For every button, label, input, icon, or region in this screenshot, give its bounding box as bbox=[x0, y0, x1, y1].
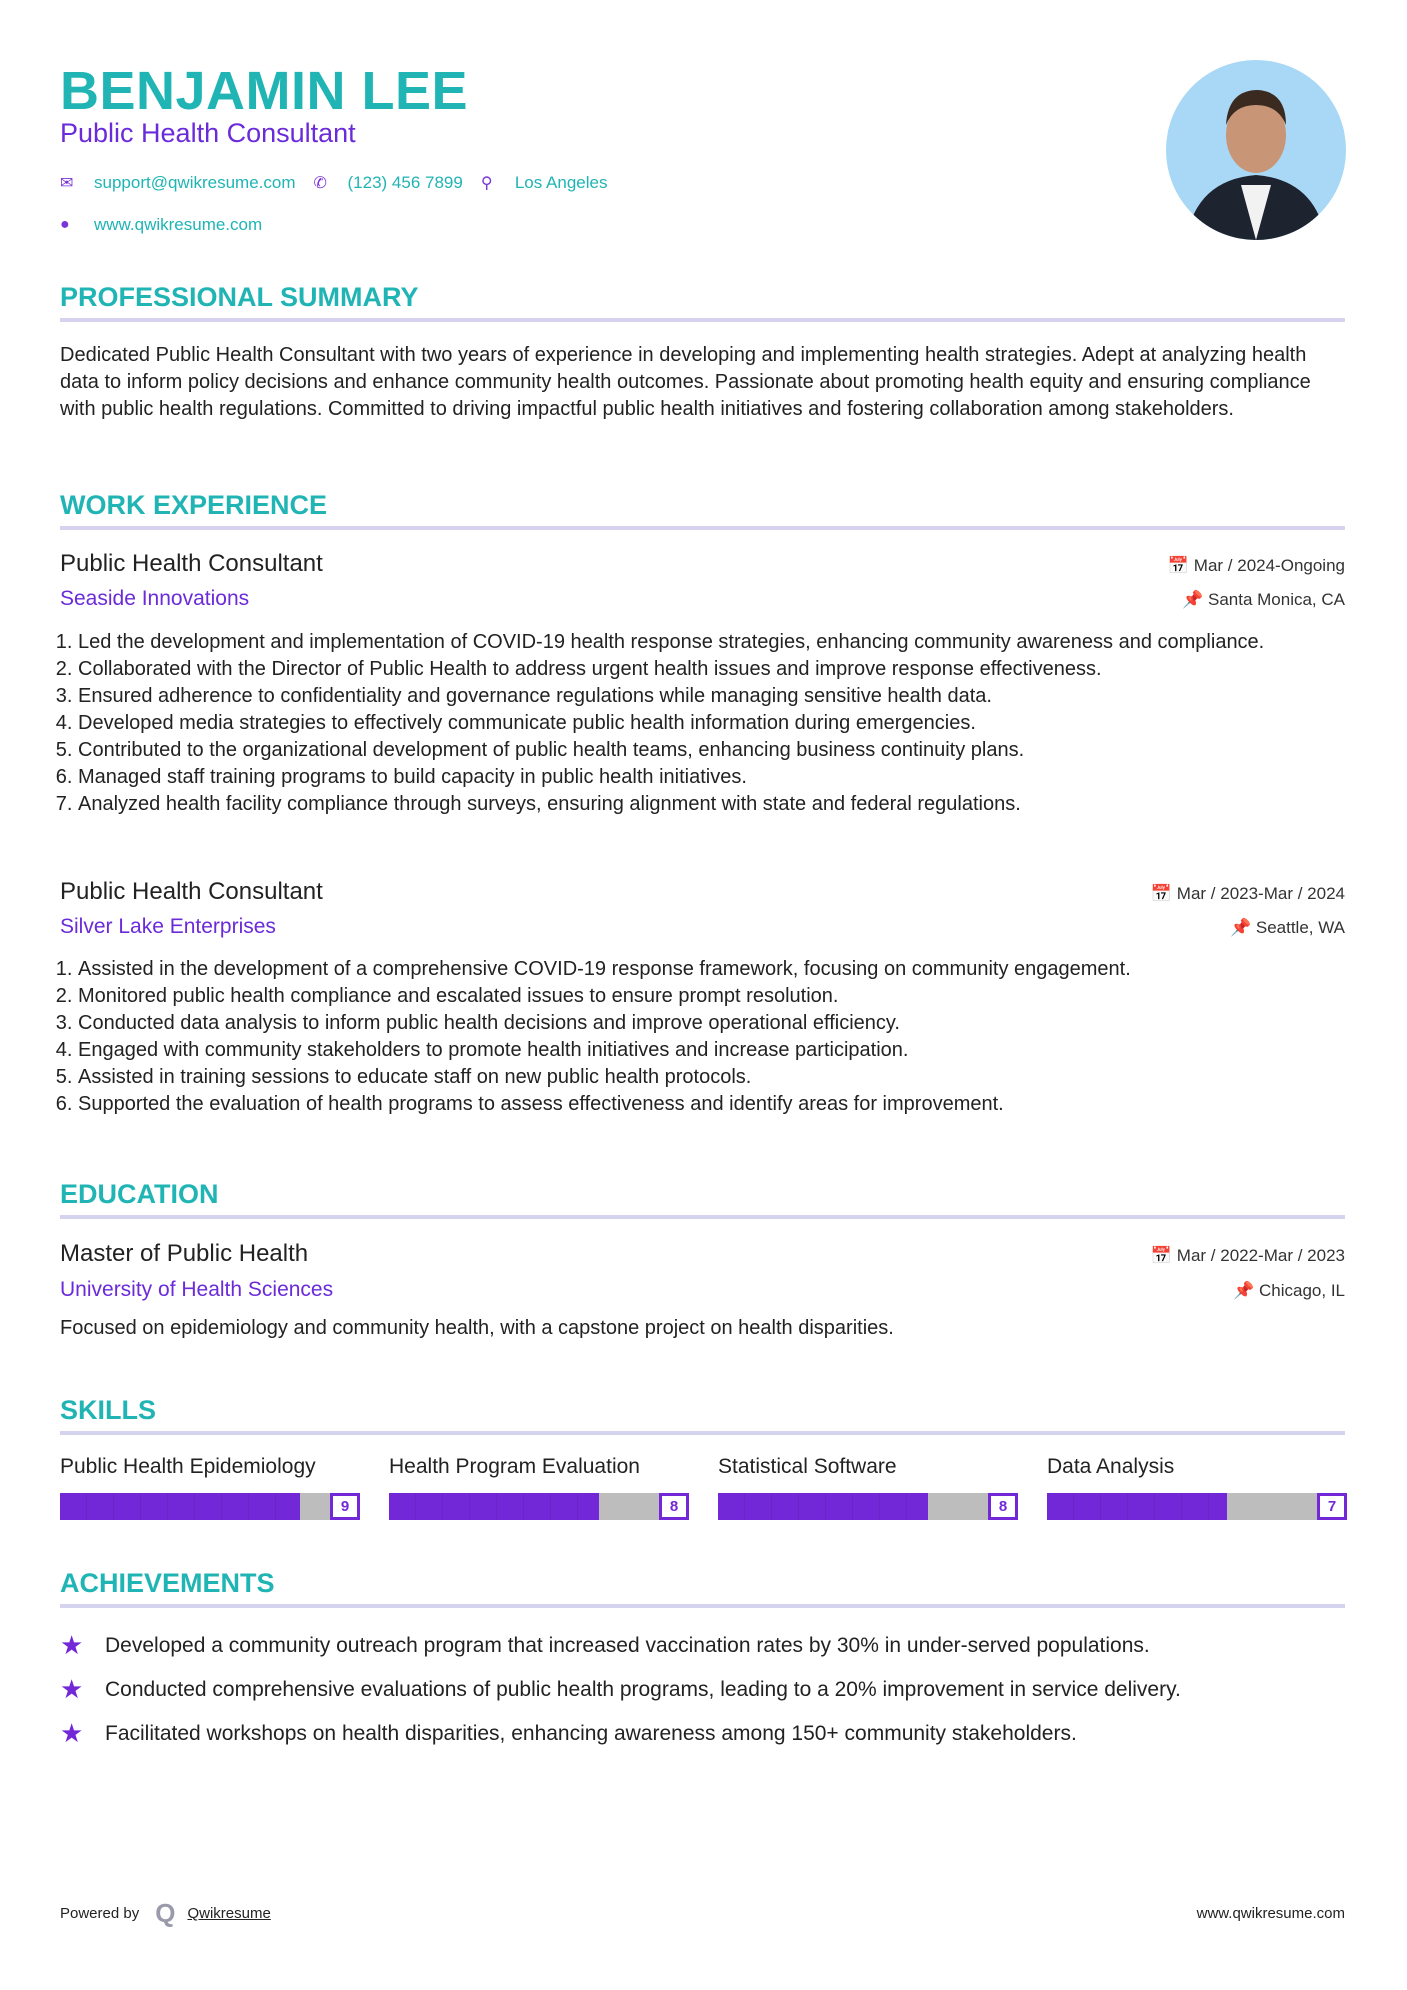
job-subheader bbox=[60, 915, 1345, 939]
list-item: 2. Monitored public health compliance and escalated issues to ensure prompt resolution. bbox=[78, 983, 1345, 1010]
website-link[interactable]: www.qwikresume.com bbox=[94, 215, 263, 234]
list-item: 1. Assisted in the development of a comprehensive COVID-19 response framework, focusing on community engagement. bbox=[78, 956, 1345, 983]
skill-item bbox=[718, 1455, 1018, 1520]
section-heading: PROFESSIONAL SUMMARY bbox=[60, 282, 419, 312]
date-text: Mar / 2024-Ongoing bbox=[1193, 556, 1345, 575]
achievement-item bbox=[60, 1718, 1077, 1749]
job-date bbox=[1151, 884, 1345, 904]
powered-by-text: Powered by bbox=[60, 1905, 140, 1922]
candidate-title: Public Health Consultant bbox=[60, 118, 356, 148]
skill-bar bbox=[718, 1493, 1018, 1520]
skill-level-badge: 7 bbox=[1317, 1493, 1347, 1520]
achievements-section bbox=[60, 1568, 1345, 1608]
skill-name: Public Health Epidemiology bbox=[60, 1455, 316, 1478]
skill-level-badge: 9 bbox=[330, 1493, 360, 1520]
skill-bar bbox=[1047, 1493, 1347, 1520]
globe-icon: ● bbox=[60, 216, 70, 233]
candidate-name: BENJAMIN LEE bbox=[60, 61, 469, 121]
contact-row bbox=[60, 173, 625, 193]
achievement-text: Developed a community outreach program that increased vaccination rates by 30% in under-served populations. bbox=[105, 1633, 1150, 1657]
pin-icon: 📌 bbox=[1229, 918, 1256, 937]
skill-item bbox=[60, 1455, 360, 1520]
job-title: Public Health Consultant bbox=[60, 550, 323, 577]
section-divider bbox=[60, 318, 1345, 322]
profile-photo bbox=[1166, 60, 1346, 240]
skill-bar-fill bbox=[389, 1493, 599, 1520]
job-header bbox=[60, 878, 1345, 906]
section-heading: SKILLS bbox=[60, 1395, 157, 1425]
skill-bar-fill bbox=[718, 1493, 928, 1520]
achievement-text: Conducted comprehensive evaluations of public health programs, leading to a 20% improvement in service delivery. bbox=[105, 1677, 1181, 1701]
skill-name: Data Analysis bbox=[1047, 1455, 1175, 1478]
summary-section bbox=[60, 282, 1345, 422]
education-subheader bbox=[60, 1278, 1345, 1302]
location-text: Chicago, IL bbox=[1259, 1281, 1345, 1300]
phone-icon: ✆ bbox=[313, 175, 327, 192]
calendar-icon: 📅 bbox=[1150, 884, 1177, 903]
list-item: 5. Assisted in training sessions to educate staff on new public health protocols. bbox=[78, 1064, 1345, 1091]
website-row bbox=[60, 215, 280, 235]
school-name: University of Health Sciences bbox=[60, 1278, 334, 1301]
list-item: 2. Collaborated with the Director of Public Health to address urgent health issues and improve response effectiveness. bbox=[78, 656, 1345, 683]
job-location bbox=[1182, 590, 1345, 610]
star-icon: ★ bbox=[60, 1630, 84, 1660]
skill-item bbox=[1047, 1455, 1347, 1520]
skill-name: Health Program Evaluation bbox=[389, 1455, 640, 1478]
experience-section bbox=[60, 490, 1345, 530]
section-heading: EDUCATION bbox=[60, 1179, 219, 1209]
qwikresume-logo-icon: Q bbox=[155, 1898, 176, 1928]
location-text: Seattle, WA bbox=[1255, 918, 1345, 937]
email-link[interactable]: support@qwikresume.com bbox=[94, 173, 296, 192]
list-item: 6. Managed staff training programs to build capacity in public health initiatives. bbox=[78, 764, 1345, 791]
list-item: 3. Ensured adherence to confidentiality and governance regulations while managing sensitive health data. bbox=[78, 683, 1345, 710]
location-text: Santa Monica, CA bbox=[1207, 590, 1345, 609]
achievement-text: Facilitated workshops on health disparities, enhancing awareness among 150+ community stakeholders. bbox=[105, 1721, 1077, 1745]
job-location bbox=[1230, 918, 1345, 938]
calendar-icon: 📅 bbox=[1167, 556, 1194, 575]
footer-website[interactable]: www.qwikresume.com bbox=[1196, 1905, 1345, 1922]
skill-bar bbox=[389, 1493, 689, 1520]
skill-name: Statistical Software bbox=[718, 1455, 897, 1478]
section-heading: ACHIEVEMENTS bbox=[60, 1568, 275, 1598]
date-text: Mar / 2022-Mar / 2023 bbox=[1176, 1246, 1345, 1265]
skill-level-badge: 8 bbox=[659, 1493, 689, 1520]
job-duties bbox=[60, 629, 1345, 818]
company-name: Seaside Innovations bbox=[60, 587, 250, 610]
list-item: 4. Engaged with community stakeholders to promote health initiatives and increase participation. bbox=[78, 1037, 1345, 1064]
skills-section bbox=[60, 1395, 1345, 1435]
skill-bar-fill bbox=[1047, 1493, 1227, 1520]
job-header bbox=[60, 550, 1345, 578]
star-icon: ★ bbox=[60, 1674, 84, 1704]
calendar-icon: 📅 bbox=[1150, 1246, 1177, 1265]
skill-bar bbox=[60, 1493, 360, 1520]
date-text: Mar / 2023-Mar / 2024 bbox=[1176, 884, 1345, 903]
section-divider bbox=[60, 1604, 1345, 1608]
job-subheader bbox=[60, 587, 1345, 611]
job-title: Public Health Consultant bbox=[60, 878, 323, 905]
company-name: Silver Lake Enterprises bbox=[60, 915, 276, 938]
brand-link[interactable]: Qwikresume bbox=[187, 1905, 271, 1922]
list-item: 5. Contributed to the organizational development of public health teams, enhancing business continuity plans. bbox=[78, 737, 1345, 764]
summary-text: Dedicated Public Health Consultant with two years of experience in developing and implementing health strategies. Adept at analyzing health data to inform policy decisions and enhance community health outcomes. Passionate about promoting health equity and ensuring compliance with public health regulations. Committed to driving impactful public health initiatives and fostering collaboration among stakeholders. bbox=[60, 344, 1311, 420]
pin-icon: 📌 bbox=[1182, 590, 1208, 609]
list-item: 6. Supported the evaluation of health programs to assess effectiveness and identify areas for improvement. bbox=[78, 1091, 1345, 1118]
location-pin-icon: ⚲ bbox=[480, 175, 493, 192]
list-item: 7. Analyzed health facility compliance through surveys, ensuring alignment with state and federal regulations. bbox=[78, 791, 1345, 818]
list-item: 1. Led the development and implementation of COVID-19 health response strategies, enhancing community awareness and compliance. bbox=[78, 629, 1345, 656]
skill-level-badge: 8 bbox=[988, 1493, 1018, 1520]
skill-item bbox=[389, 1455, 689, 1520]
location-text: Los Angeles bbox=[514, 173, 608, 192]
education-location bbox=[1233, 1281, 1345, 1301]
section-divider bbox=[60, 526, 1345, 530]
list-item: 3. Conducted data analysis to inform public health decisions and improve operational efficiency. bbox=[78, 1010, 1345, 1037]
section-heading: WORK EXPERIENCE bbox=[60, 490, 328, 520]
education-header bbox=[60, 1240, 1345, 1268]
list-item: 4. Developed media strategies to effectively communicate public health information during emergencies. bbox=[78, 710, 1345, 737]
achievement-item bbox=[60, 1630, 1150, 1661]
education-date bbox=[1151, 1246, 1345, 1266]
skill-bar-fill bbox=[60, 1493, 300, 1520]
section-divider bbox=[60, 1431, 1345, 1435]
email-icon: ✉ bbox=[60, 175, 74, 192]
phone-text: (123) 456 7899 bbox=[347, 173, 463, 192]
degree: Master of Public Health bbox=[60, 1240, 309, 1267]
job-date bbox=[1168, 556, 1345, 576]
footer-powered bbox=[60, 1898, 271, 1929]
star-icon: ★ bbox=[60, 1718, 84, 1748]
section-divider bbox=[60, 1215, 1345, 1219]
education-section bbox=[60, 1179, 1345, 1219]
education-description: Focused on epidemiology and community health, with a capstone project on health disparities. bbox=[60, 1317, 894, 1339]
job-duties bbox=[60, 956, 1345, 1118]
achievement-item bbox=[60, 1674, 1181, 1705]
pin-icon: 📌 bbox=[1233, 1281, 1259, 1300]
